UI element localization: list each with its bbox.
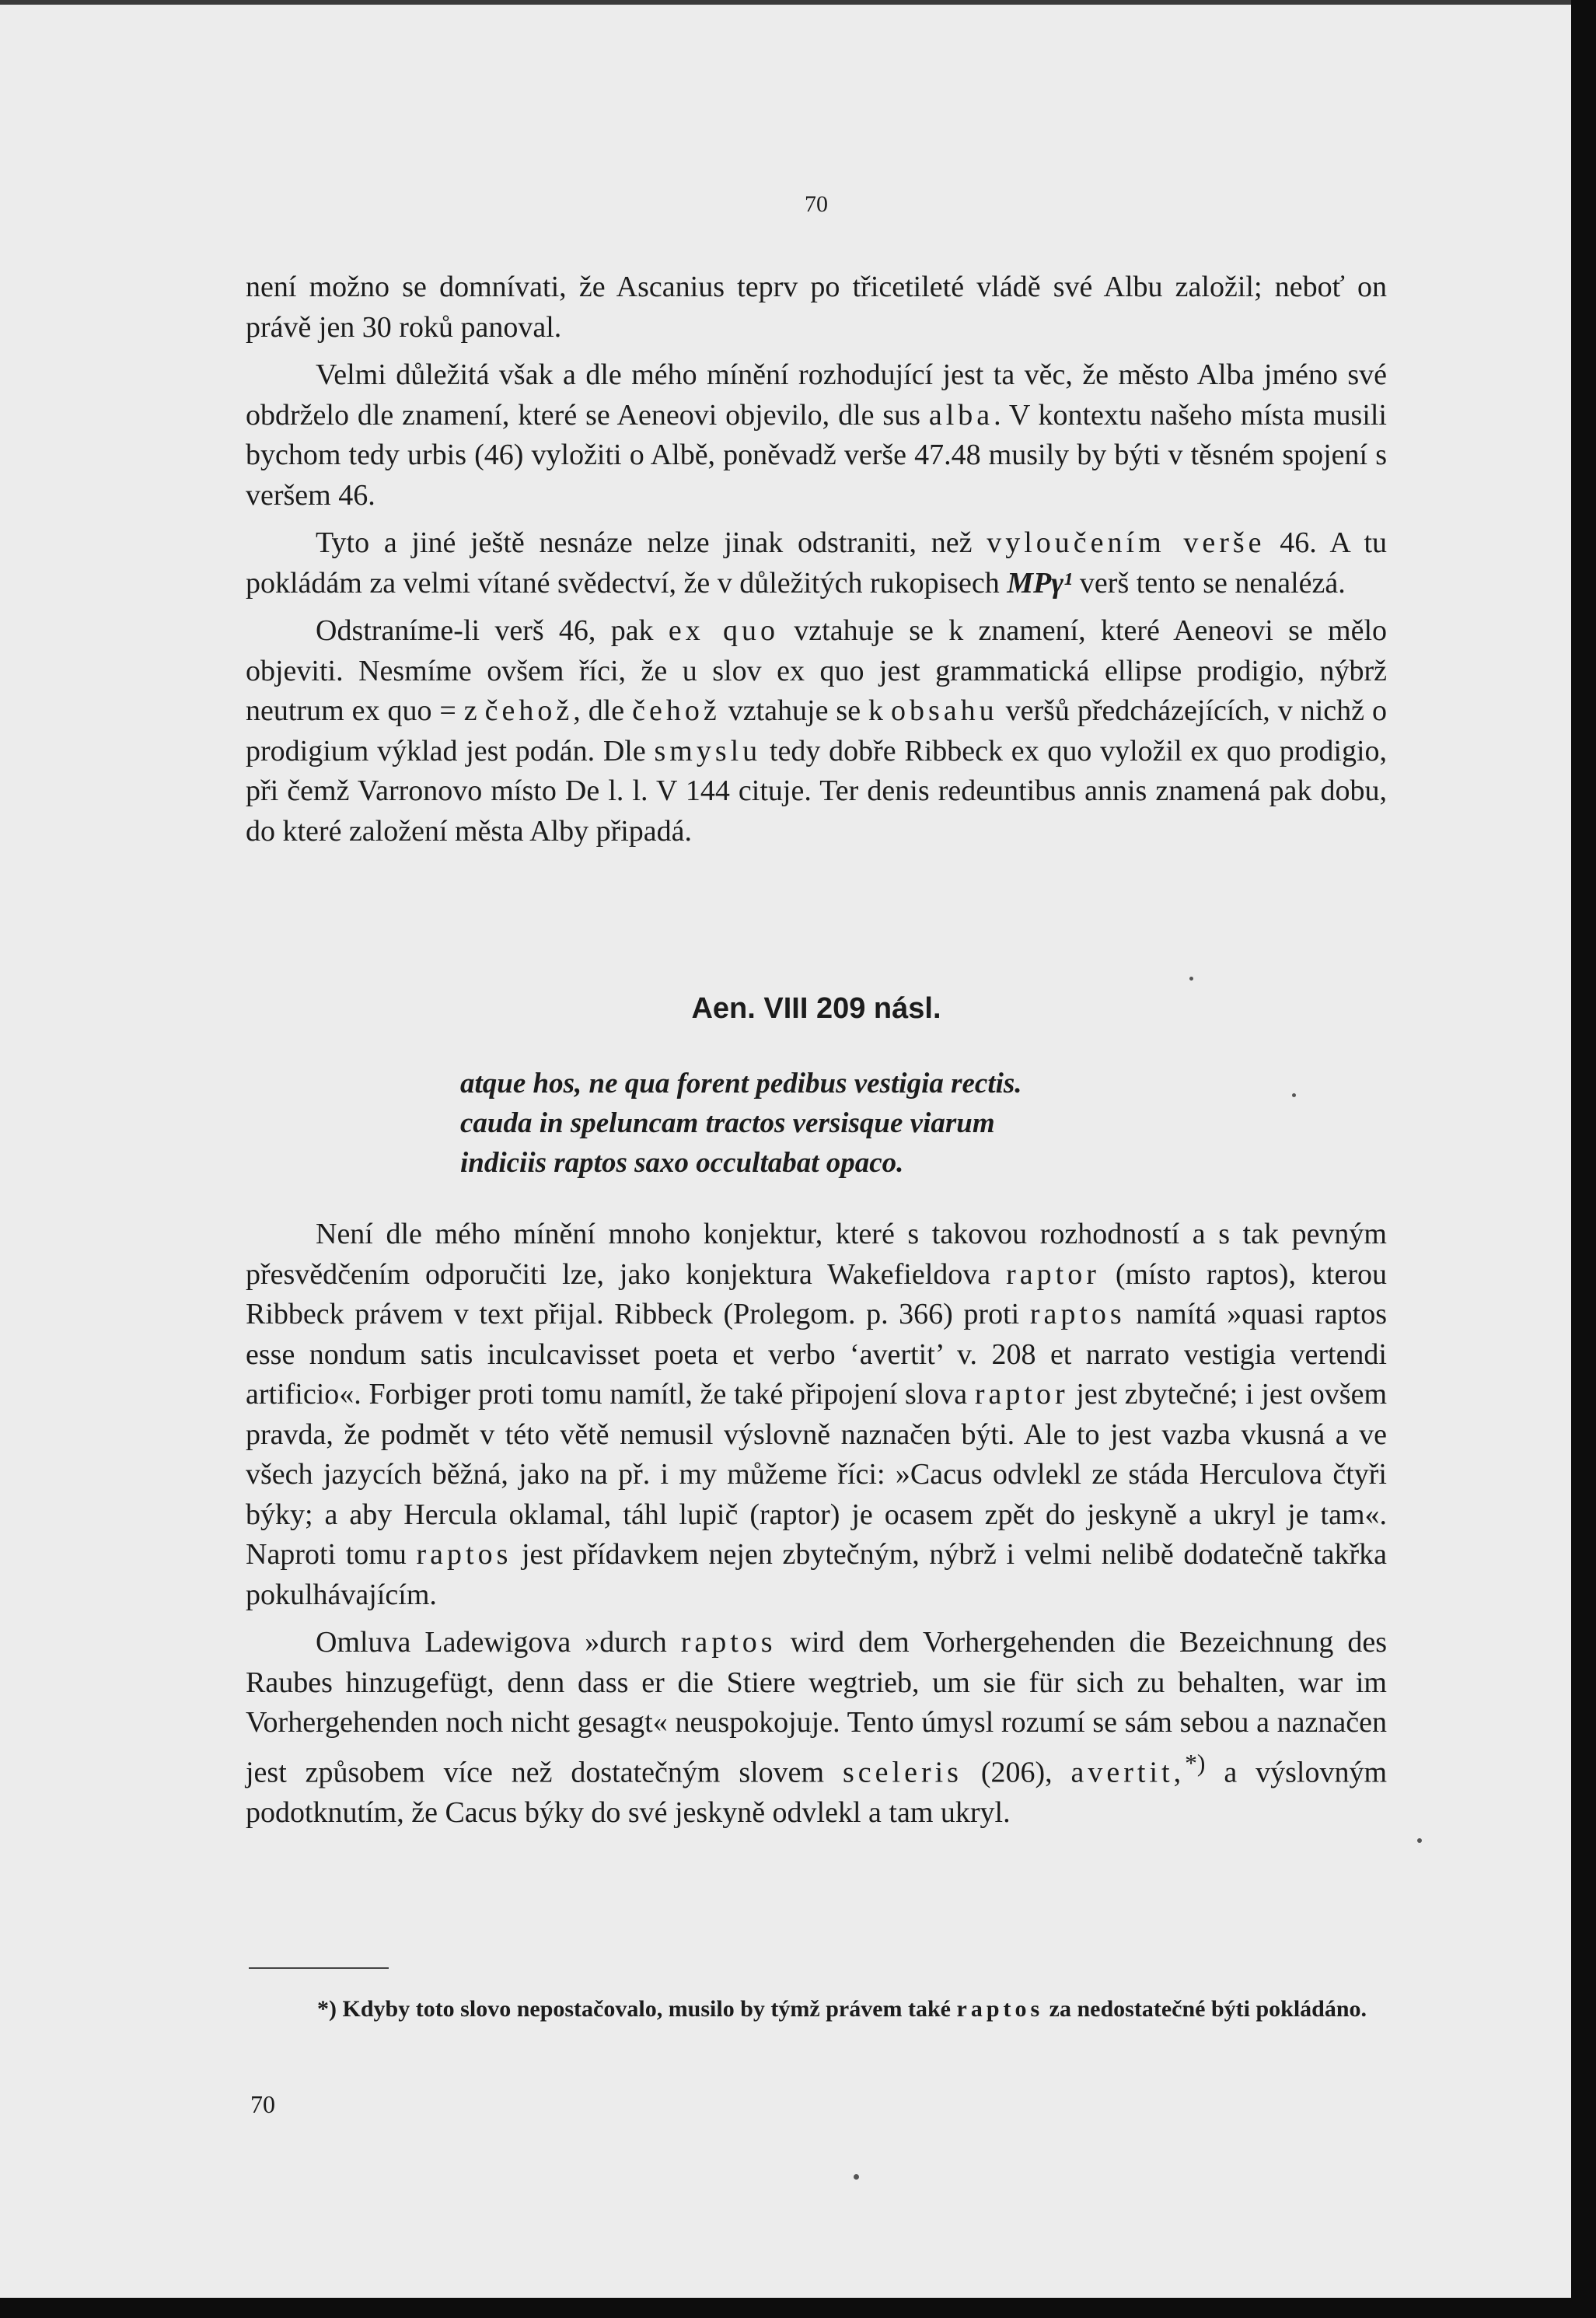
verse-line: indiciis raptos saxo occultabat opaco. <box>460 1147 904 1179</box>
scan-border-bottom <box>0 2298 1596 2318</box>
page-number-top: 70 <box>805 191 828 217</box>
scan-speck <box>1292 1093 1296 1097</box>
verse-line: cauda in speluncam tractos versisque viarum <box>460 1107 995 1139</box>
verse-quote <box>460 1064 1022 1183</box>
scan-speck <box>854 2174 859 2180</box>
lower-text-block <box>246 1215 1387 1841</box>
paragraph-2: Velmi důležitá však a dle mého mínění rozhodující jest ta věc, že město Alba jméno své obdrželo dle znamení, které se Aeneovi objevilo, dle sus alba. V kontextu našeho místa musili bychom tedy urbis (46) vyložiti o Albě, poněvadž verše 47.48 musily by býti v těsném spojení s veršem 46. <box>246 358 1387 512</box>
paragraph-1: není možno se domnívati, že Ascanius teprv po třicetileté vládě své Albu založil; neboť on právě jen 30 roků panoval. <box>246 271 1387 344</box>
paragraph-6: Omluva Ladewigova »durch raptos wird dem Vorhergehenden die Bezeichnung des Raubes hinzugefügt, denn dass er die Stiere wegtrieb, um sie für sich zu behalten, war im Vorhergehenden noch nicht gesagt« neuspokojuje. Tento úmysl rozumí se sám sebou a naznačen jest způsobem více než dostatečným slovem sceleris (206), avertit,*) a výslovným podotknutím, že Cacus býky do své jeskyně odvlekl a tam ukryl. <box>246 1626 1388 1829</box>
section-heading: Aen. VIII 209 násl. <box>691 992 941 1025</box>
paragraph-3: Tyto a jiné ještě nesnáze nelze jinak odstraniti, než vyloučením verše 46. A tu pokládám za velmi vítané svědectví, že v důležitých rukopisech MPγ¹ verš tento se nenalézá. <box>246 526 1388 600</box>
upper-text-block <box>246 267 1387 859</box>
footnote: *) Kdyby toto slovo nepostačovalo, musilo by týmž právem také raptos za nedostatečné býti pokládáno. <box>317 1996 1367 2022</box>
scan-border-right <box>1571 0 1596 2318</box>
paragraph-5: Není dle mého mínění mnoho konjektur, které s takovou rozhodností a s tak pevným přesvědčením odporučiti lze, jako konjektura Wakefieldova raptor (místo raptos), kterou Ribbeck právem v text přijal. Ribbeck (Prolegom. p. 366) proti raptos namítá »quasi raptos esse nondum satis inculcavisset poeta et verbo ‘avertit’ v. 208 et narrato vestigia vertendi artificio«. Forbiger proti tomu namítl, že také připojení slova raptor jest zbytečné; i jest ovšem pravda, že podmět v této větě nemusil výslovně naznačen býti. Ale to jest vazba vkusná a ve všech jazycích běžná, jako na př. i my můžeme říci: »Cacus odvlekl ze stáda Herculova čtyři býky; a aby Hercula oklamal, táhl lupič (raptor) je ocasem zpět do jeskyně a ukryl je tam«. Naproti tomu raptos jest přídavkem nejen zbytečným, nýbrž i velmi nelibě dodatečně takřka pokulhávajícím. <box>246 1218 1388 1611</box>
scan-border-top <box>0 0 1596 5</box>
footnote-divider <box>249 1967 389 1969</box>
verse-line: atque hos, ne qua forent pedibus vestigia rectis. <box>460 1068 1022 1100</box>
paragraph-4: Odstraníme-li verš 46, pak ex quo vztahuje se k znamení, které Aeneovi se mělo objeviti. Nesmíme ovšem říci, že u slov ex quo jest grammatická ellipse prodigio, nýbrž neutrum ex quo = z čehož, dle čehož vztahuje se k obsahu veršů předcházejících, v nichž o prodigium výklad jest podán. Dle smyslu tedy dobře Ribbeck ex quo vyložil ex quo prodigio, při čemž Varronovo místo De l. l. V 144 cituje. Ter denis redeuntibus annis znamená pak dobu, do které založení města Alby připadá. <box>246 614 1387 848</box>
scan-speck <box>1189 977 1193 981</box>
scan-speck <box>1417 1838 1422 1843</box>
page-number-bottom: 70 <box>250 2090 275 2118</box>
